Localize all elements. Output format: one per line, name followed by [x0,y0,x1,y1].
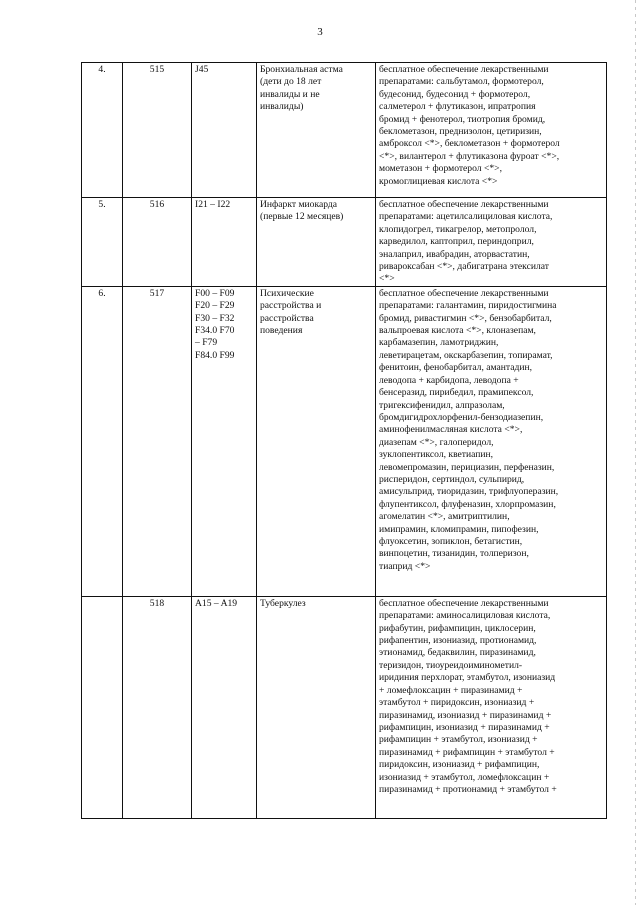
drugs-line: эналаприл, ивабрадин, аторвастатин, [379,248,530,260]
drugs-line: бромид + фенотерол, тиотропия бромид, [379,113,546,125]
icd-code-line: F20 – F29 [195,300,235,312]
disease-line: Бронхиальная астма [260,64,343,75]
disease-line: инвалиды и не [260,88,320,100]
drugs-line: этамбутол + пиридоксин, изониазид + [379,697,535,709]
drugs-line: диазепам <*>, галоперидол, [379,436,494,448]
drugs-line: этионамид, бедаквилин, пиразинамид, [379,647,536,659]
drugs-line: бенсеразид, пирибедил, прамипексол, [379,387,534,399]
drugs-line: фенитоин, фенобарбитал, амантадин, [379,362,533,374]
program-code-cell: 517 [123,286,192,596]
drugs-line: имипрамин, кломипрамин, пипофезин, [379,523,539,535]
drugs-cell [376,596,607,818]
drugs-line: леветирацетам, окскарбазепин, топирамат, [379,349,553,361]
drugs-cell [376,286,607,596]
program-code-cell: 518 [123,596,192,818]
icd-codes-cell [192,63,257,198]
drugs-line: амброксол <*>, беклометазон + формотерол [379,138,560,150]
disease-line: Туберкулез [260,597,306,609]
drugs-line: карбамазепин, ламотриджин, [379,337,499,349]
drugs-line: препаратами: ацетилсалициловая кислота, [379,211,553,223]
drugs-line: <*>, вилантерол + флутиказона фуроат <*>, [379,150,560,162]
disease-line: расстройства [260,312,314,324]
disease-line: Инфаркт миокарда [260,199,338,210]
scan-edge-line [635,0,636,905]
drugs-line: бесплатное обеспечение лекарственными [379,597,549,609]
drugs-line: бромид, ривастигмин <*>, бензобарбитал, [379,312,552,324]
drugs-line: бесплатное обеспечение лекарственными [379,199,549,210]
row-number-cell: 4. [82,63,123,198]
drugs-line: леводопа + карбидопа, леводопа + [379,374,519,386]
drugs-line: препаратами: аминосалициловая кислота, [379,610,551,622]
program-code-cell: 516 [123,198,192,287]
disease-line: (дети до 18 лет [260,76,322,88]
drugs-line: левомепромазин, перициазин, перфеназин, [379,461,555,473]
icd-codes-cell [192,198,257,287]
drugs-cell [376,198,607,287]
drugs-line: препаратами: галантамин, пиридостигмина [379,300,557,312]
drugs-line: теризидон, тиоуреидоиминометил- [379,659,523,671]
row-number-cell [82,596,123,818]
drugs-line: тригексифенидил, алпразолам, [379,399,505,411]
drugs-line: беклометазон, преднизолон, цетиризин, [379,126,542,138]
table-row [82,596,607,818]
drugs-line: аминофенилмасляная кислота <*>, [379,424,523,436]
drugs-line: вальпроевая кислота <*>, клоназепам, [379,325,536,337]
icd-code-line: F00 – F09 [195,287,235,299]
drugs-cell [376,63,607,198]
drugs-line: салметерол + флутиказон, ипратропия [379,101,536,113]
drugs-line: пиразинамид, изониазид + пиразинамид + [379,709,552,721]
row-number-cell: 6. [82,286,123,596]
disease-cell [257,63,376,198]
drugs-line: <*> [379,273,395,285]
drugs-line: рифабутин, рифампицин, циклосерин, [379,622,536,634]
drugs-line: иридиния перхлорат, этамбутол, изониазид [379,672,556,684]
benefits-table [81,62,607,819]
drugs-line: пиразинамид + рифампицин + этамбутол + [379,746,555,758]
icd-code-line: A15 – A19 [195,597,238,609]
drugs-line: рисперидон, сертиндол, сульпирид, [379,473,525,485]
drugs-line: будесонид, будесонид + формотерол, [379,88,531,100]
row-number-cell: 5. [82,198,123,287]
drugs-line: винпоцетин, тизанидин, толперизон, [379,548,529,560]
page-number: 3 [317,26,323,38]
icd-code-line: F34.0 F70 [195,325,235,337]
icd-code-line: F84.0 F99 [195,349,235,361]
drugs-line: мометазон + формотерол <*>, [379,163,502,175]
table-row [82,198,607,287]
disease-line: расстройства и [260,300,322,312]
disease-cell [257,198,376,287]
icd-code-line: – F79 [195,337,218,349]
drugs-line: пиридоксин, изониазид + рифампицин, [379,759,540,771]
drugs-line: препаратами: сальбутамол, формотерол, [379,76,544,88]
disease-cell [257,596,376,818]
disease-line: Психические [260,287,314,299]
disease-cell [257,286,376,596]
table-row [82,63,607,198]
drugs-line: бесплатное обеспечение лекарственными [379,287,549,299]
disease-line: поведения [260,325,303,337]
drugs-line: амисульприд, тиоридазин, трифлуоперазин, [379,486,559,498]
drugs-line: бромдигидрохлорфенил-бензодиазепин, [379,411,544,423]
icd-codes-cell [192,286,257,596]
drugs-line: пиразинамид + протионамид + этамбутол + [379,783,557,795]
icd-code-line: I21 – I22 [195,199,231,210]
drugs-line: ривароксабан <*>, дабигатрана этексилат [379,261,549,273]
program-code-cell: 515 [123,63,192,198]
icd-code-line: F30 – F32 [195,312,235,324]
disease-line: (первые 12 месяцев) [260,211,344,223]
icd-codes-cell [192,596,257,818]
drugs-line: флупентиксол, флуфеназин, хлорпромазин, [379,498,556,510]
drugs-line: рифампицин + этамбутол, изониазид + [379,734,538,746]
drugs-line: изониазид + этамбутол, ломефлоксацин + [379,771,550,783]
drugs-line: клопидогрел, тикагрелор, метопролол, [379,223,537,235]
drugs-line: рифапентин, изониазид, протионамид, [379,635,537,647]
drugs-line: рифампицин, изониазид + пиразинамид + [379,721,550,733]
drugs-line: + ломефлоксацин + пиразинамид + [379,684,523,696]
table-body [82,63,607,819]
drugs-line: бесплатное обеспечение лекарственными [379,64,549,75]
icd-code-line: J45 [195,64,209,75]
drugs-line: тиаприд <*> [379,560,431,572]
drugs-line: флуоксетин, зопиклон, бетагистин, [379,535,523,547]
drugs-line: кромоглициевая кислота <*> [379,175,498,187]
disease-line: инвалиды) [260,101,304,113]
drugs-line: агомелатин <*>, амитриптилин, [379,511,510,523]
drugs-line: зуклопентиксол, кветиапин, [379,449,494,461]
table-row [82,286,607,596]
drugs-line: карведилол, каптоприл, периндоприл, [379,236,534,248]
